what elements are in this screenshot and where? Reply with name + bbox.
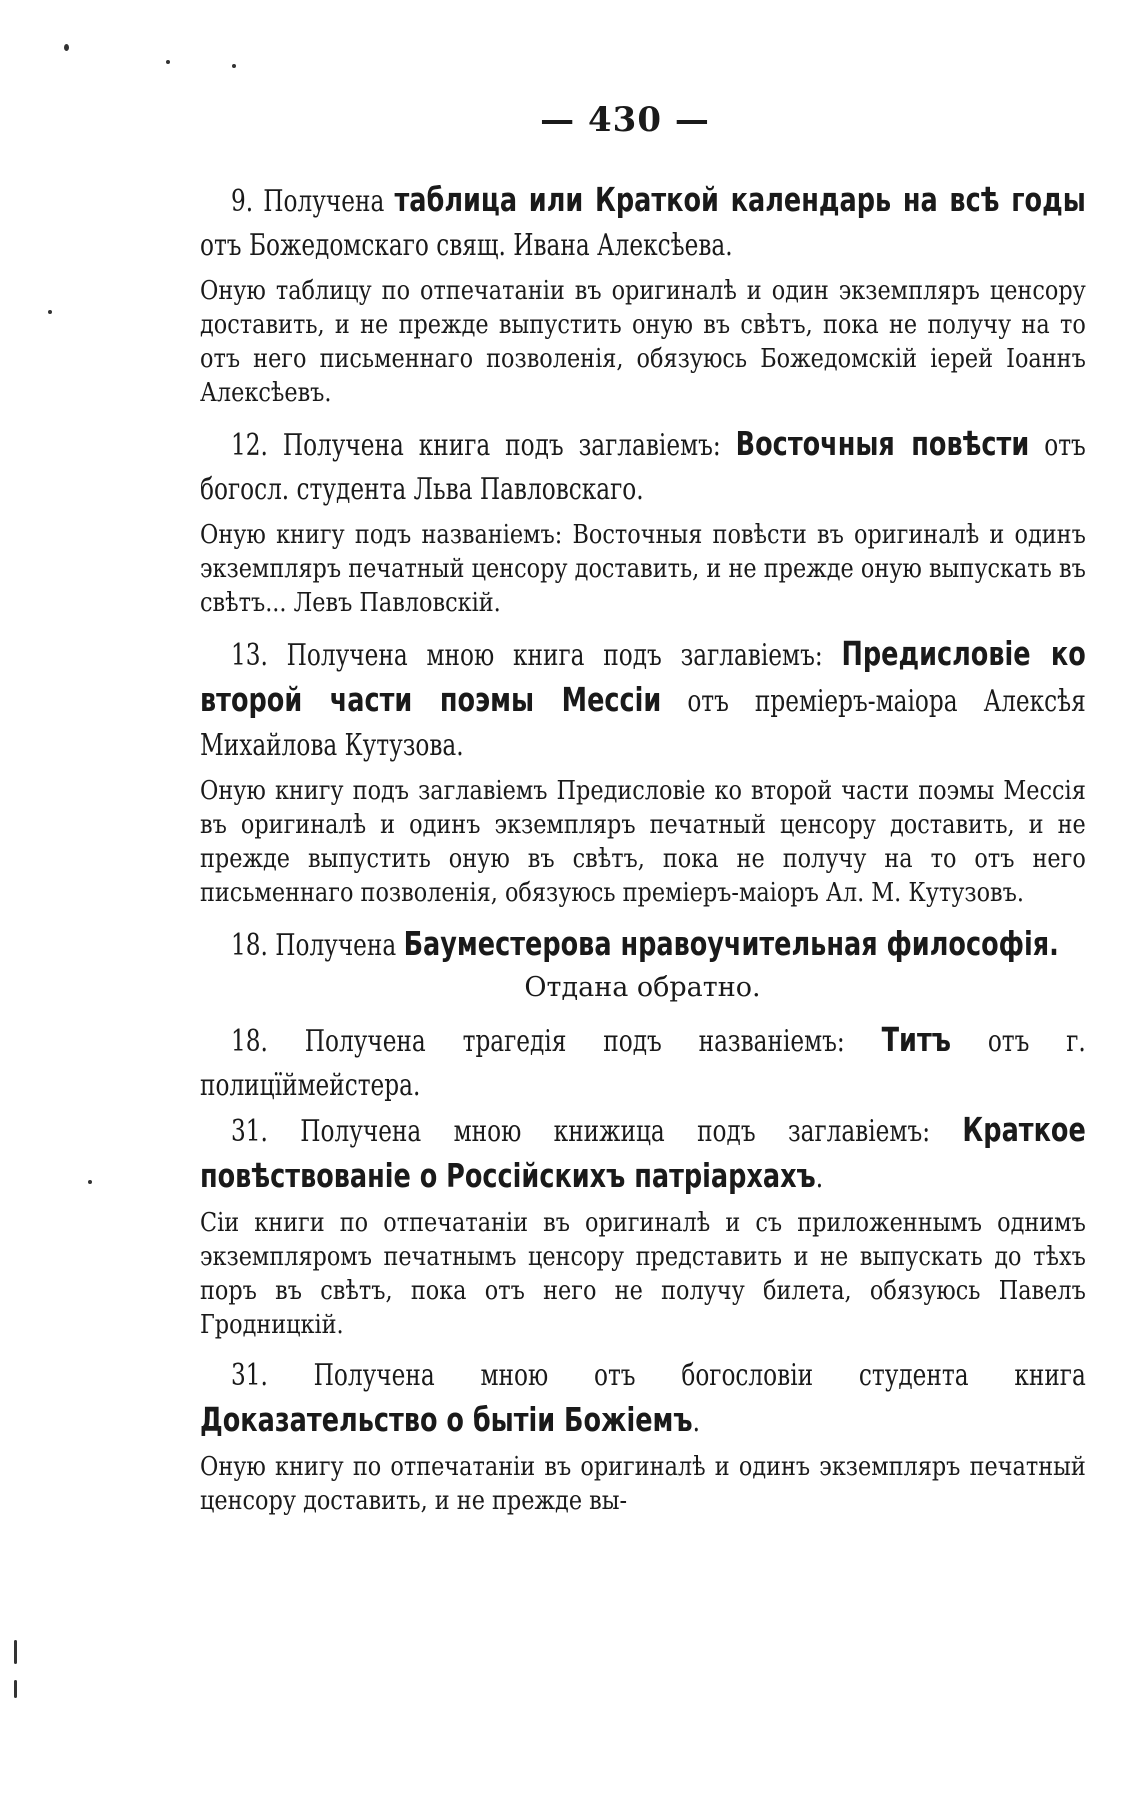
entry-heading	[200, 1018, 1086, 1108]
entry	[200, 1354, 1085, 1518]
entry-heading	[200, 178, 1086, 268]
scan-speck	[166, 60, 170, 64]
entry-title: таблица или Краткой календарь на всѣ годы	[394, 180, 1086, 219]
entry	[200, 1018, 1085, 1108]
entry-lead: 31. Получена мною книжица подъ заглавіемъ:	[230, 1114, 963, 1149]
entry-heading	[200, 632, 1086, 768]
entry-lead: 18. Получена	[230, 928, 404, 963]
entry-heading	[200, 1108, 1086, 1200]
entry-body: Оную книгу подъ заглавіемъ Предисловіе ко второй части поэмы Мессія въ оригиналѣ и одинъ экземпляръ печатный ценсору доставить, и не прежде выпустить оную въ свѣтъ, пока не получу на то отъ него письменнаго позволенія, обязуюсь преміеръ-маіоръ Ал. М. Кутузовъ.	[200, 776, 1086, 908]
entry-lead: 12. Получена книга подъ заглавіемъ:	[230, 428, 736, 463]
entry-lead: 9. Получена	[230, 184, 395, 219]
entry	[200, 178, 1085, 410]
entry-body: Оную книгу по отпечатаніи въ оригиналѣ и одинъ экземпляръ печатный ценсору доставить, и не прежде вы-	[200, 1452, 1086, 1516]
scan-speck	[64, 44, 69, 51]
entry-body: Оную таблицу по отпечатаніи въ оригиналѣ и один экземпляръ ценсору доставить, и не прежде выпустить оную въ свѣтъ, пока не получу на то отъ него письменнаго позволенія, обязуюсь Божедомскій іерей Іоаннъ Алексѣевъ.	[200, 276, 1086, 408]
scan-speck	[14, 1680, 17, 1698]
entry-title: Доказательство о бытіи Божіемъ	[200, 1400, 693, 1439]
entry-body: Сіи книги по отпечатаніи въ оригиналѣ и съ приложеннымъ однимъ экземпляромъ печатнымъ ценсору представить и не выпускать до тѣхъ поръ въ свѣтъ, пока отъ него не получу билета, обязуюсь Павелъ Гродницкій.	[200, 1208, 1086, 1340]
scan-speck	[14, 1640, 17, 1664]
entry-tail: отъ богосл. студента Льва Павловскаго.	[200, 428, 1086, 507]
entry-title: Восточныя повѣсти	[735, 424, 1030, 463]
entry-lead: 31. Получена мною отъ богословіи студента книга	[230, 1358, 1086, 1393]
entry-title: Предисловіе ко второй части поэмы Мессіи	[200, 634, 1086, 719]
scan-speck	[232, 64, 236, 68]
entry-tail: .	[815, 1160, 824, 1195]
page-number: — 430 —	[540, 100, 710, 140]
entry-heading	[200, 422, 1086, 512]
entry-note: Отдана обратно.	[524, 972, 761, 1003]
entry	[200, 422, 1085, 620]
scan-speck	[48, 310, 52, 314]
entry-lead: 18. Получена трагедія подъ названіемъ:	[230, 1024, 882, 1059]
entry-body: Оную книгу подъ названіемъ: Восточныя повѣсти въ оригиналѣ и одинъ экземпляръ печатный ценсору доставить, и не прежде оную выпускать въ свѣтъ... Левъ Павловскій.	[200, 520, 1086, 618]
entry	[200, 1108, 1085, 1342]
entry	[200, 922, 1085, 1006]
entry	[200, 632, 1085, 910]
entry-title: Титъ	[881, 1020, 951, 1059]
entry-tail: .	[692, 1404, 700, 1439]
entry-tail: отъ г. полицїймейстера.	[200, 1024, 1086, 1103]
entry-tail: отъ преміеръ-маіора Алексѣя Михайлова Кутузова.	[200, 684, 1086, 763]
scan-speck	[88, 1180, 92, 1184]
entry-tail: отъ Божедомскаго свящ. Ивана Алексѣева.	[200, 228, 733, 263]
entry-heading	[200, 1354, 1086, 1444]
entry-lead: 13. Получена мною книга подъ заглавіемъ:	[230, 638, 842, 673]
entry-heading	[200, 922, 1086, 968]
page-content	[200, 178, 1085, 1518]
entry-title: Бауместерова нравоучительная философія.	[403, 924, 1059, 963]
entry-title: Краткое повѣствованіе о Россійскихъ патріархахъ	[200, 1110, 1086, 1195]
